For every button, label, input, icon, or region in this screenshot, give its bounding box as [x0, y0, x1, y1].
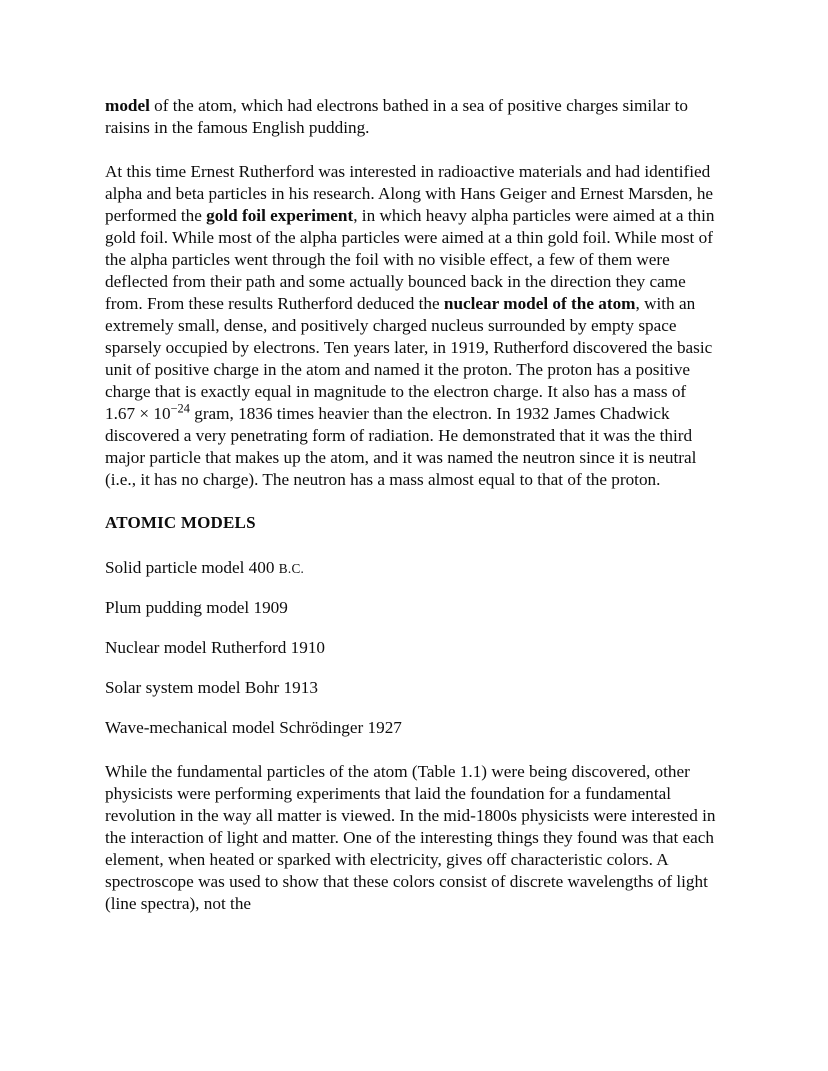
rutherford-text-2: , in which heavy alpha particles were aimed at a thin gold foil. While most of the alpha particles were aimed at a thin gold foil. While most of the alpha particles went through the foil with no visible effect, a few of them were deflected from their path and some actually bounced back in the direction they came from. From these results Rutherford deduced the [105, 206, 715, 314]
list-item-nuclear-model: Nuclear model Rutherford 1910 [105, 638, 326, 658]
paragraph-plum-pudding [105, 95, 720, 139]
paragraph-plum-pudding-text: of the atom, which had electrons bathed in a sea of positive charges similar to raisins in the famous English pudding. [105, 96, 688, 138]
bold-term-gold-foil-experiment: gold foil experiment [206, 206, 354, 226]
atomic-models-list [105, 557, 720, 739]
paragraph-rutherford [105, 161, 720, 491]
bold-term-nuclear-model: nuclear model of the atom [443, 294, 636, 314]
list-item-plum-pudding-model: Plum pudding model 1909 [105, 598, 288, 618]
bold-term-model: model [105, 96, 150, 115]
section-heading-atomic-models: ATOMIC MODELS [105, 513, 256, 533]
rutherford-text-4: gram, 1836 times heavier than the electron. In 1932 James Chadwick discovered a very penetrating form of radiation. He demonstrated that it was the third major particle that makes up the atom, and it was named the neutron since it is neutral (i.e., it has no charge). The neutron has a mass almost equal to that of the proton. [105, 404, 697, 490]
list-item-text: Solid particle model 400 [105, 558, 279, 578]
paragraph-closing: While the fundamental particles of the atom (Table 1.1) were being discovered, other physicists were performing experiments that laid the foundation for a fundamental revolution in the way all matter is viewed. In the mid-1800s physicists were interested in the interaction of light and matter. One of the interesting things they found was that each element, when heated or sparked with electricity, gives off characteristic colors. A spectroscope was used to show that these colors consist of discrete wavelengths of light (line spectra), not the [105, 762, 716, 914]
page-content [105, 95, 720, 915]
list-item-wave-mechanical-model: Wave-mechanical model Schrödinger 1927 [105, 718, 402, 738]
superscript-exponent: −24 [170, 401, 190, 416]
list-item-solar-system-model: Solar system model Bohr 1913 [105, 678, 318, 698]
rutherford-text-3: , with an extremely small, dense, and positively charged nucleus surrounded by empty space sparsely occupied by electrons. Ten years later, in 1919, Rutherford discovered the basic unit of positive charge in the atom and named it the proton. The proton has a positive charge that is exactly equal in magnitude to the electron charge. It also has a mass of 1.67 × 10 [105, 294, 713, 424]
list-item-solid-particle-model [105, 557, 720, 579]
smallcaps-bc: B.C. [278, 561, 305, 577]
rutherford-text-1: At this time Ernest Rutherford was interested in radioactive materials and had identified alpha and beta particles in his research. Along with Hans Geiger and Ernest Marsden, he performed the [105, 162, 714, 226]
